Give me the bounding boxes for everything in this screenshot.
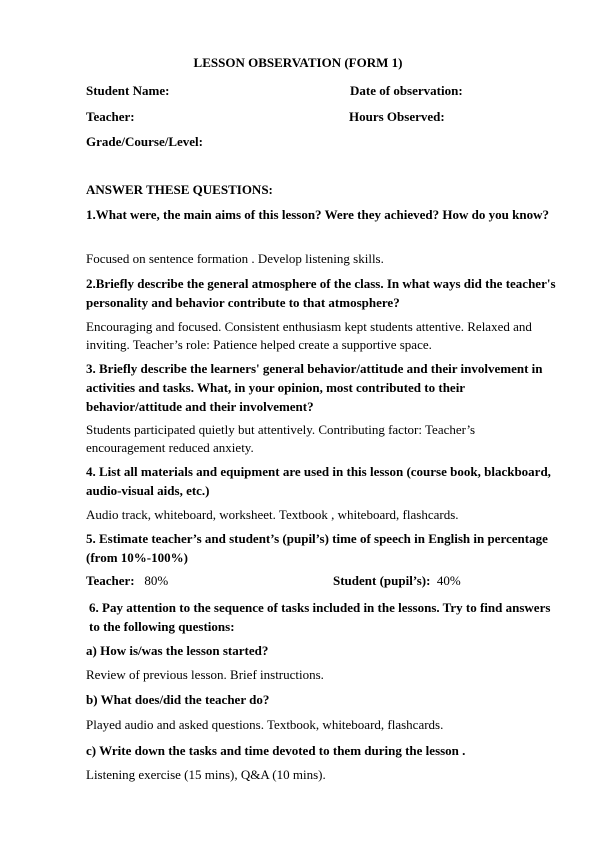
answer-3: Students participated quietly but attentively. Contributing factor: Teacher’s encouragement reduced anxiety. xyxy=(86,422,476,455)
question-2: 2.Briefly describe the general atmosphere of the class. In what ways did the teacher's personality and behavior contribute to that atmosphere? xyxy=(86,276,556,310)
question-6: 6. Pay attention to the sequence of tasks included in the lessons. Try to find answers to the following questions: xyxy=(89,600,551,634)
question-6b: b) What does/did the teacher do? xyxy=(86,692,270,707)
question-1: 1.What were, the main aims of this lesson? Were they achieved? How do you know? xyxy=(86,207,549,222)
question-4: 4. List all materials and equipment are used in this lesson (course book, blackboard, audio-visual aids, etc.) xyxy=(86,464,551,498)
student-speech-label: Student (pupil’s): xyxy=(333,573,431,588)
teacher-speech-value: 80% xyxy=(144,573,169,588)
answer-1: Focused on sentence formation . Develop listening skills. xyxy=(86,251,384,266)
question-5: 5. Estimate teacher’s and student’s (pupil’s) time of speech in English in percentage (from 10%-100%) xyxy=(86,531,548,565)
student-speech-row xyxy=(333,573,461,589)
answer-6a: Review of previous lesson. Brief instructions. xyxy=(86,667,324,682)
teacher-speech-row xyxy=(86,573,168,589)
question-6a: a) How is/was the lesson started? xyxy=(86,643,269,658)
teacher-label: Teacher: xyxy=(86,109,135,124)
section-heading: ANSWER THESE QUESTIONS: xyxy=(86,182,273,197)
question-6c: c) Write down the tasks and time devoted to them during the lesson . xyxy=(86,743,466,758)
answer-6c: Listening exercise (15 mins), Q&A (10 mins). xyxy=(86,767,326,782)
answer-2: Encouraging and focused. Consistent enthusiasm kept students attentive. Relaxed and inviting. Teacher’s role: Patience helped create a supportive space. xyxy=(86,319,532,352)
teacher-speech-label: Teacher: xyxy=(86,573,135,588)
answer-4: Audio track, whiteboard, worksheet. Textbook , whiteboard, flashcards. xyxy=(86,507,459,522)
question-3: 3. Briefly describe the learners' general behavior/attitude and their involvement in activities and tasks. What, in your opinion, most contributed to their behavior/attitude and their involvement? xyxy=(86,361,543,414)
grade-course-level-label: Grade/Course/Level: xyxy=(86,134,203,149)
student-speech-value: 40% xyxy=(436,573,461,588)
hours-observed-label: Hours Observed: xyxy=(349,109,445,124)
page-title: LESSON OBSERVATION (FORM 1) xyxy=(193,55,403,70)
answer-6b: Played audio and asked questions. Textbook, whiteboard, flashcards. xyxy=(86,717,444,732)
student-name-label: Student Name: xyxy=(86,83,170,98)
date-of-observation-label: Date of observation: xyxy=(350,83,463,98)
